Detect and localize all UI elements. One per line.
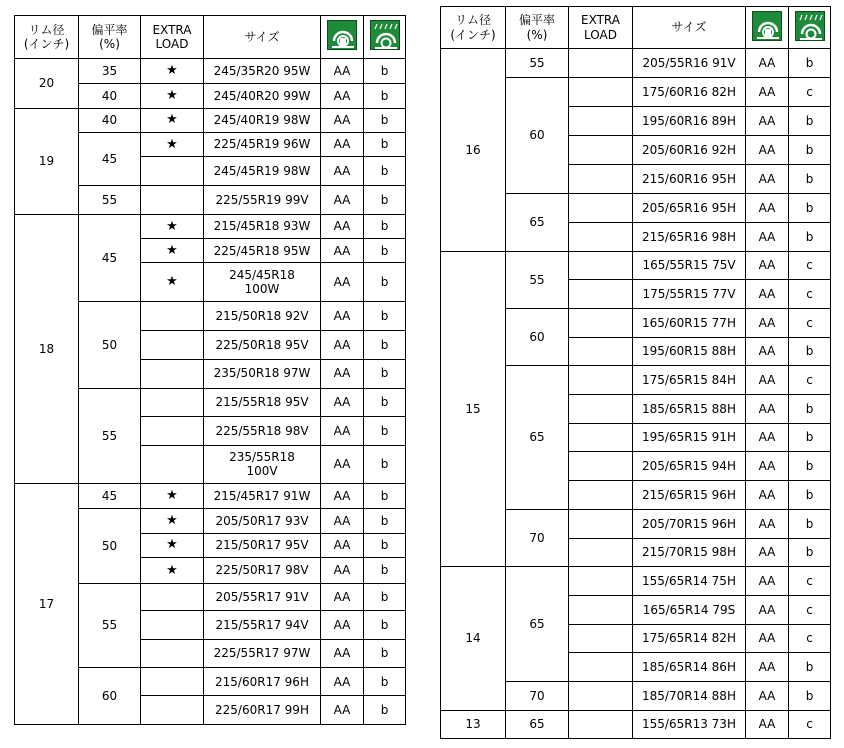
extra-load-cell	[141, 417, 204, 445]
aspect-ratio-cell: 40	[79, 84, 141, 108]
tire-size-cell: 205/70R15 96H	[633, 510, 746, 539]
wet-grip-grade-cell: b	[364, 263, 406, 301]
wet-grip-grade-cell: b	[364, 483, 406, 508]
extra-load-cell	[569, 596, 633, 625]
tire-size-cell: 225/55R18 98V	[204, 417, 321, 445]
tire-size-cell: 215/65R16 98H	[633, 223, 746, 252]
rolling-resistance-grade-cell: AA	[746, 309, 789, 338]
wet-grip-grade-cell: b	[789, 194, 831, 223]
extra-load-header-line1: EXTRA	[581, 13, 620, 28]
extra-load-cell: ★	[141, 59, 204, 84]
wet-grip-grade-cell: c	[789, 366, 831, 395]
rim-diameter-cell: 13	[441, 711, 506, 739]
rolling-resistance-grade-cell: AA	[321, 359, 364, 388]
extra-load-cell	[569, 280, 633, 309]
aspect-ratio-cell: 60	[506, 78, 569, 194]
rolling-resistance-grade-cell: AA	[321, 509, 364, 533]
wet-grip-grade-cell: b	[364, 59, 406, 84]
wet-grip-grade-cell: b	[364, 239, 406, 263]
wet-grip-grade-cell: b	[364, 509, 406, 533]
rolling-resistance-grade-cell: AA	[321, 59, 364, 84]
extra-load-cell	[141, 584, 204, 611]
tire-size-cell: 215/60R16 95H	[633, 165, 746, 194]
rolling-resistance-grade-cell: AA	[321, 186, 364, 214]
extra-load-cell	[141, 445, 204, 483]
rim-diameter-cell: 14	[441, 567, 506, 711]
extra-load-cell	[569, 539, 633, 567]
wet-grip-grade-cell: b	[789, 107, 831, 136]
tire-size-cell: 165/55R15 75V	[633, 252, 746, 280]
extra-load-cell: ★	[141, 239, 204, 263]
aspect-ratio-cell: 50	[79, 509, 141, 584]
rim-diameter-cell: 19	[15, 108, 79, 214]
extra-load-cell: ★	[141, 263, 204, 301]
tire-size-cell: 215/50R18 92V	[204, 301, 321, 330]
wet-grip-grade-cell: b	[364, 639, 406, 667]
wet-grip-grade-cell: b	[364, 132, 406, 156]
extra-load-cell	[569, 424, 633, 452]
extra-load-cell: ★	[141, 533, 204, 557]
tire-size-cell: 225/55R17 97W	[204, 639, 321, 667]
wet-grip-grade-cell: b	[364, 301, 406, 330]
wet-grip-grade-cell: c	[789, 78, 831, 107]
wet-grip-grade-cell: b	[364, 557, 406, 583]
extra-load-cell	[569, 395, 633, 424]
aspect-ratio-header	[79, 16, 141, 59]
extra-load-header-line2: LOAD	[584, 27, 617, 42]
extra-load-cell	[569, 78, 633, 107]
tire-size-cell: 155/65R14 75H	[633, 567, 746, 596]
size-header: サイズ	[633, 7, 746, 49]
tire-size-cell: 185/70R14 88H	[633, 682, 746, 711]
rim-diameter-header	[15, 16, 79, 59]
table-row	[441, 252, 831, 280]
aspect-header-line1: 偏平率	[518, 13, 555, 28]
rolling-resistance-grade-cell: AA	[321, 84, 364, 108]
aspect-ratio-header	[506, 7, 569, 49]
extra-load-cell	[569, 510, 633, 539]
tire-size-cell: 205/60R16 92H	[633, 136, 746, 165]
tire-size-cell: 225/50R18 95V	[204, 331, 321, 359]
rim-diameter-cell: 17	[15, 483, 79, 724]
aspect-ratio-cell: 45	[79, 132, 141, 186]
rolling-resistance-grade-cell: AA	[746, 711, 789, 739]
aspect-ratio-cell: 60	[506, 309, 569, 366]
rolling-resistance-grade-cell: AA	[321, 214, 364, 238]
wet-grip-grade-cell: b	[789, 395, 831, 424]
extra-load-cell	[141, 639, 204, 667]
tire-size-table-right	[440, 6, 831, 739]
rolling-resistance-grade-cell: AA	[321, 239, 364, 263]
rolling-resistance-grade-cell: AA	[746, 625, 789, 653]
table-row	[15, 59, 406, 84]
rim-diameter-cell: 16	[441, 49, 506, 252]
tire-size-cell: 245/40R20 99W	[204, 84, 321, 108]
tire-size-cell: 185/65R14 86H	[633, 653, 746, 682]
wet-grip-grade-cell: b	[789, 338, 831, 366]
extra-load-cell	[569, 309, 633, 338]
aspect-ratio-cell: 65	[506, 711, 569, 739]
tire-size-cell: 185/65R15 88H	[633, 395, 746, 424]
wet-grip-grade-cell: b	[364, 668, 406, 696]
extra-load-cell: ★	[141, 84, 204, 108]
wet-grip-grade-cell: b	[364, 359, 406, 388]
wet-grip-grade-cell: b	[364, 108, 406, 132]
tire-size-cell: 205/65R15 94H	[633, 452, 746, 481]
extra-load-cell	[569, 49, 633, 78]
wet-grip-grade-cell: b	[364, 84, 406, 108]
rolling-resistance-icon	[752, 11, 782, 41]
wet-grip-grade-cell: b	[364, 388, 406, 416]
table-row	[15, 214, 406, 238]
size-header: サイズ	[204, 16, 321, 59]
rolling-resistance-icon	[327, 20, 357, 50]
extra-load-cell	[569, 338, 633, 366]
table-row	[441, 711, 831, 739]
aspect-header-line2: (%)	[99, 37, 120, 51]
tire-size-cell: 235/50R18 97W	[204, 359, 321, 388]
wet-grip-grade-cell: b	[364, 611, 406, 639]
wet-grip-grade-cell: c	[789, 252, 831, 280]
extra-load-cell	[569, 107, 633, 136]
wet-grip-grade-cell: c	[789, 280, 831, 309]
rim-header-line1: リム径	[28, 22, 65, 37]
extra-load-header-line1: EXTRA	[152, 22, 192, 37]
extra-load-cell: ★	[141, 483, 204, 508]
extra-load-cell	[569, 252, 633, 280]
rolling-resistance-grade-cell: AA	[321, 611, 364, 639]
rim-diameter-header	[441, 7, 506, 49]
wet-grip-grade-cell: b	[364, 157, 406, 186]
wet-grip-grade-cell: c	[789, 711, 831, 739]
extra-load-cell	[141, 696, 204, 725]
tire-size-cell: 245/40R19 98W	[204, 108, 321, 132]
table-row	[15, 108, 406, 132]
tire-size-cell: 195/65R15 91H	[633, 424, 746, 452]
tire-size-cell: 205/55R16 91V	[633, 49, 746, 78]
extra-load-cell	[569, 223, 633, 252]
extra-load-cell	[569, 682, 633, 711]
wet-grip-header	[364, 16, 406, 59]
tire-size-cell: 245/35R20 95W	[204, 59, 321, 84]
tire-size-cell: 165/60R15 77H	[633, 309, 746, 338]
rolling-resistance-grade-cell: AA	[746, 653, 789, 682]
rolling-resistance-grade-cell: AA	[746, 424, 789, 452]
rolling-resistance-grade-cell: AA	[746, 567, 789, 596]
tire-size-cell: 175/60R16 82H	[633, 78, 746, 107]
tire-size-cell: 245/45R18 100W	[204, 263, 321, 301]
rolling-resistance-grade-cell: AA	[746, 539, 789, 567]
rolling-resistance-grade-cell: AA	[746, 280, 789, 309]
wet-grip-grade-cell: c	[789, 567, 831, 596]
aspect-ratio-cell: 65	[506, 194, 569, 252]
aspect-ratio-cell: 45	[79, 483, 141, 508]
extra-load-cell	[569, 136, 633, 165]
extra-load-cell	[141, 668, 204, 696]
aspect-header-line1: 偏平率	[91, 22, 128, 37]
extra-load-cell: ★	[141, 108, 204, 132]
aspect-ratio-cell: 65	[506, 567, 569, 682]
extra-load-cell	[141, 388, 204, 416]
wet-grip-grade-cell: c	[789, 625, 831, 653]
extra-load-cell	[141, 611, 204, 639]
tire-size-table-left	[14, 15, 406, 725]
rolling-resistance-grade-cell: AA	[746, 452, 789, 481]
aspect-ratio-cell: 60	[79, 668, 141, 725]
tire-size-cell: 175/55R15 77V	[633, 280, 746, 309]
tire-size-cell: 195/60R15 88H	[633, 338, 746, 366]
rolling-resistance-grade-cell: AA	[321, 157, 364, 186]
aspect-ratio-cell: 55	[79, 388, 141, 483]
tire-size-cell: 235/55R18 100V	[204, 445, 321, 483]
rolling-resistance-header	[321, 16, 364, 59]
rolling-resistance-grade-cell: AA	[321, 696, 364, 725]
wet-grip-grade-cell: c	[789, 596, 831, 625]
rolling-resistance-grade-cell: AA	[321, 132, 364, 156]
extra-load-cell	[141, 301, 204, 330]
extra-load-cell	[141, 157, 204, 186]
wet-grip-grade-cell: b	[364, 186, 406, 214]
aspect-ratio-cell: 40	[79, 108, 141, 132]
table-body	[441, 49, 831, 739]
tire-size-cell: 225/45R19 96W	[204, 132, 321, 156]
extra-load-cell	[569, 653, 633, 682]
rolling-resistance-grade-cell: AA	[746, 49, 789, 78]
rolling-resistance-grade-cell: AA	[321, 417, 364, 445]
wet-grip-grade-cell: b	[364, 331, 406, 359]
rolling-resistance-grade-cell: AA	[321, 668, 364, 696]
rolling-resistance-grade-cell: AA	[746, 510, 789, 539]
table-row	[15, 483, 406, 508]
extra-load-cell: ★	[141, 214, 204, 238]
tire-size-cell: 225/60R17 99H	[204, 696, 321, 725]
tire-size-cell: 205/65R16 95H	[633, 194, 746, 223]
rim-header-line2: (インチ)	[450, 27, 496, 42]
wet-grip-grade-cell: b	[364, 696, 406, 725]
aspect-ratio-cell: 55	[79, 584, 141, 668]
rolling-resistance-grade-cell: AA	[321, 263, 364, 301]
wet-grip-grade-cell: b	[364, 445, 406, 483]
aspect-ratio-cell: 65	[506, 366, 569, 510]
tire-size-cell: 155/65R13 73H	[633, 711, 746, 739]
rolling-resistance-grade-cell: AA	[746, 165, 789, 194]
tire-size-cell: 225/45R18 95W	[204, 239, 321, 263]
tire-size-cell: 225/50R17 98V	[204, 557, 321, 583]
wet-grip-grade-cell: b	[789, 510, 831, 539]
tire-size-cell: 215/55R17 94V	[204, 611, 321, 639]
aspect-ratio-cell: 70	[506, 510, 569, 567]
rolling-resistance-grade-cell: AA	[746, 252, 789, 280]
tire-size-cell: 215/45R17 91W	[204, 483, 321, 508]
extra-load-cell: ★	[141, 509, 204, 533]
extra-load-cell	[569, 567, 633, 596]
extra-load-cell	[569, 165, 633, 194]
tire-size-cell: 175/65R15 84H	[633, 366, 746, 395]
rolling-resistance-grade-cell: AA	[321, 301, 364, 330]
wet-grip-header	[789, 7, 831, 49]
extra-load-cell	[569, 194, 633, 223]
wet-grip-grade-cell: b	[789, 539, 831, 567]
wet-grip-grade-cell: b	[364, 533, 406, 557]
rolling-resistance-grade-cell: AA	[321, 108, 364, 132]
extra-load-cell: ★	[141, 132, 204, 156]
rolling-resistance-grade-cell: AA	[746, 136, 789, 165]
extra-load-cell: ★	[141, 557, 204, 583]
rolling-resistance-grade-cell: AA	[746, 395, 789, 424]
aspect-ratio-cell: 35	[79, 59, 141, 84]
rim-diameter-cell: 18	[15, 214, 79, 483]
rolling-resistance-grade-cell: AA	[746, 338, 789, 366]
wet-grip-grade-cell: b	[364, 584, 406, 611]
tire-size-cell: 215/55R18 95V	[204, 388, 321, 416]
wet-grip-grade-cell: b	[789, 165, 831, 194]
rolling-resistance-grade-cell: AA	[746, 481, 789, 510]
extra-load-cell	[569, 366, 633, 395]
rolling-resistance-grade-cell: AA	[321, 483, 364, 508]
rim-header-line1: リム径	[454, 13, 491, 28]
table-header	[15, 16, 406, 59]
table-row	[441, 49, 831, 78]
rolling-resistance-grade-cell: AA	[321, 445, 364, 483]
wet-grip-grade-cell: b	[789, 49, 831, 78]
aspect-ratio-cell: 70	[506, 682, 569, 711]
table-row	[441, 567, 831, 596]
extra-load-cell	[141, 186, 204, 214]
wet-grip-grade-cell: b	[789, 653, 831, 682]
aspect-ratio-cell: 55	[79, 186, 141, 214]
rolling-resistance-grade-cell: AA	[746, 596, 789, 625]
tire-size-cell: 205/55R17 91V	[204, 584, 321, 611]
extra-load-cell	[569, 481, 633, 510]
wet-grip-grade-cell: b	[789, 136, 831, 165]
rim-diameter-cell: 20	[15, 59, 79, 109]
aspect-ratio-cell: 50	[79, 301, 141, 388]
rim-diameter-cell: 15	[441, 252, 506, 567]
rim-header-line2: (インチ)	[23, 37, 70, 51]
wet-grip-grade-cell: b	[789, 452, 831, 481]
wet-grip-icon	[370, 20, 400, 50]
tire-size-cell: 215/50R17 95V	[204, 533, 321, 557]
extra-load-header	[569, 7, 633, 49]
wet-grip-grade-cell: b	[789, 424, 831, 452]
tire-size-cell: 215/65R15 96H	[633, 481, 746, 510]
extra-load-header-line2: LOAD	[155, 37, 189, 51]
extra-load-cell	[569, 711, 633, 739]
rolling-resistance-grade-cell: AA	[321, 388, 364, 416]
tire-size-cell: 215/45R18 93W	[204, 214, 321, 238]
tire-size-cell: 215/60R17 96H	[204, 668, 321, 696]
rolling-resistance-grade-cell: AA	[321, 639, 364, 667]
extra-load-cell	[569, 625, 633, 653]
tire-size-cell: 175/65R14 82H	[633, 625, 746, 653]
wet-grip-grade-cell: b	[364, 214, 406, 238]
tire-size-cell: 215/70R15 98H	[633, 539, 746, 567]
aspect-header-line2: (%)	[526, 27, 548, 42]
wet-grip-grade-cell: b	[789, 682, 831, 711]
rolling-resistance-grade-cell: AA	[746, 682, 789, 711]
wet-grip-grade-cell: b	[789, 481, 831, 510]
rolling-resistance-grade-cell: AA	[746, 223, 789, 252]
rolling-resistance-header	[746, 7, 789, 49]
rolling-resistance-grade-cell: AA	[746, 194, 789, 223]
wet-grip-grade-cell: b	[364, 417, 406, 445]
aspect-ratio-cell: 45	[79, 214, 141, 301]
rolling-resistance-grade-cell: AA	[746, 78, 789, 107]
aspect-ratio-cell: 55	[506, 252, 569, 309]
extra-load-cell	[141, 359, 204, 388]
extra-load-header	[141, 16, 204, 59]
extra-load-cell	[569, 452, 633, 481]
extra-load-cell	[141, 331, 204, 359]
tire-size-cell: 165/65R14 79S	[633, 596, 746, 625]
tire-size-cell: 195/60R16 89H	[633, 107, 746, 136]
rolling-resistance-grade-cell: AA	[746, 366, 789, 395]
wet-grip-grade-cell: b	[789, 223, 831, 252]
rolling-resistance-grade-cell: AA	[321, 557, 364, 583]
table-body	[15, 59, 406, 725]
aspect-ratio-cell: 55	[506, 49, 569, 78]
tire-size-cell: 205/50R17 93V	[204, 509, 321, 533]
tire-size-cell: 225/55R19 99V	[204, 186, 321, 214]
wet-grip-icon	[795, 11, 825, 41]
rolling-resistance-grade-cell: AA	[321, 584, 364, 611]
tire-size-cell: 245/45R19 98W	[204, 157, 321, 186]
wet-grip-grade-cell: c	[789, 309, 831, 338]
table-header	[441, 7, 831, 49]
rolling-resistance-grade-cell: AA	[321, 331, 364, 359]
rolling-resistance-grade-cell: AA	[321, 533, 364, 557]
rolling-resistance-grade-cell: AA	[746, 107, 789, 136]
